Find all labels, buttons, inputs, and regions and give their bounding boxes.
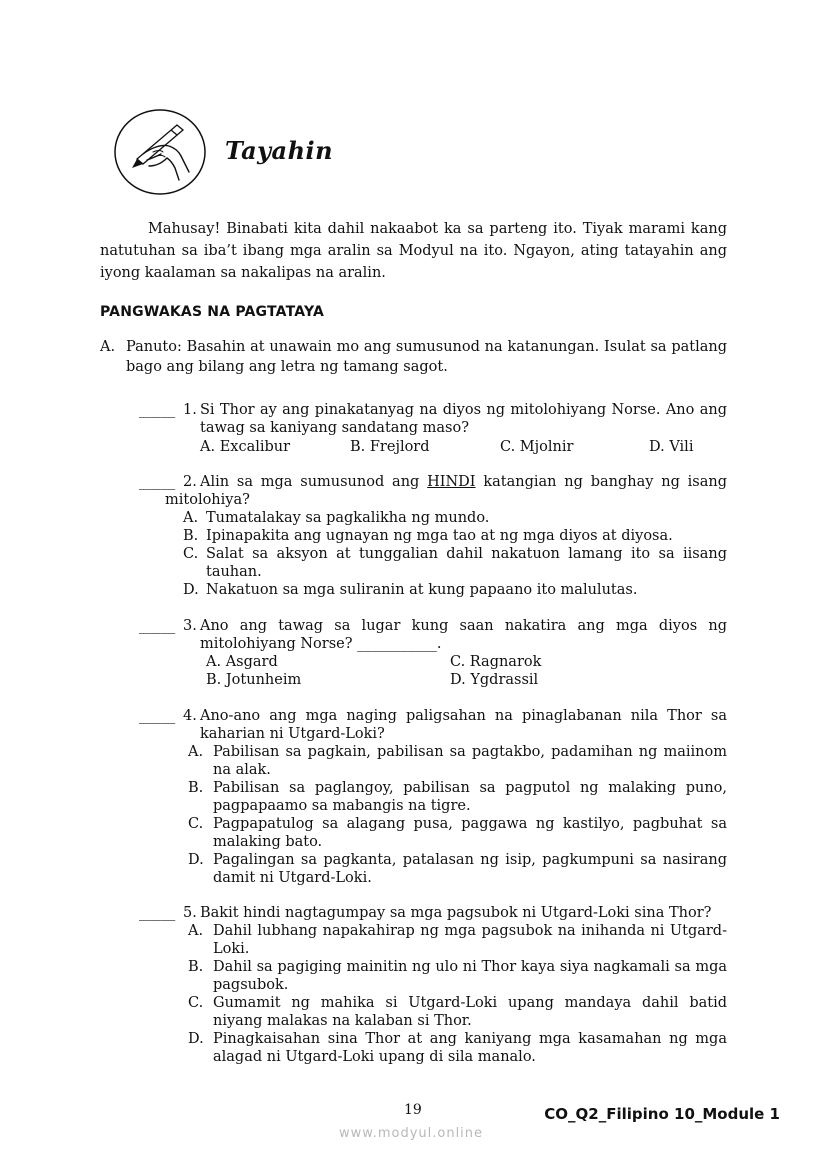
- question-number-4: 4.: [183, 708, 197, 724]
- option-5-b: [188, 958, 727, 994]
- answer-blank-5[interactable]: _____: [139, 905, 176, 921]
- option-4-d: [188, 851, 727, 887]
- option-2-a: [183, 509, 727, 527]
- question-5-options: [188, 922, 727, 1066]
- module-code: CO_Q2_Filipino 10_Module 1: [544, 1105, 780, 1123]
- option-2-c: [183, 545, 727, 581]
- intro-text: Mahusay! Binabati kita dahil nakaabot ka sa parteng ito. Tiyak marami kang natutuhan sa iba’t ibang mga aralin sa Modyul na ito. Ngayon, ating tatayahin ang iyong kaalaman sa nakalipas na aralin.: [100, 221, 727, 281]
- question-number-5: 5.: [183, 905, 197, 921]
- option-letter: B.: [188, 780, 204, 796]
- question-5: [139, 904, 727, 1066]
- option-letter: C.: [188, 816, 204, 832]
- directions-letter: A.: [100, 339, 116, 355]
- option-3-a: A. Asgard: [206, 654, 278, 670]
- answer-blank-3[interactable]: _____: [139, 618, 176, 634]
- question-2-options: [183, 509, 727, 599]
- question-stem-4: Ano-ano ang mga naging paligsahan na pinaglabanan nila Thor sa kaharian ni Utgard-Loki?: [200, 708, 727, 742]
- option-letter: D.: [188, 1031, 204, 1047]
- option-1-b: B. Frejlord: [350, 439, 430, 455]
- option-text: Dahil lubhang napakahirap ng mga pagsubok na inihanda ni Utgard-Loki.: [213, 923, 727, 957]
- page-title: Tayahin: [225, 136, 334, 165]
- option-text: Nakatuon sa mga suliranin at kung papaano ito malulutas.: [206, 582, 638, 598]
- option-text: Ipinapakita ang ugnayan ng mga tao at ng mga diyos at diyosa.: [206, 528, 673, 544]
- option-3-b: B. Jotunheim: [206, 672, 302, 688]
- intro-paragraph: [100, 218, 727, 284]
- question-4-options: [188, 743, 727, 887]
- option-text-wrap: [206, 545, 727, 581]
- question-stem-3: Ano ang tawag sa lugar kung saan nakatira ang mga diyos ng mitolohiyang Norse? ___________.: [200, 618, 727, 652]
- option-text: Pabilisan sa pagkain, pabilisan sa pagtakbo, padamihan ng maiinom na alak.: [213, 744, 727, 778]
- option-1-d: D. Vili: [649, 439, 694, 455]
- option-4-a: [188, 743, 727, 779]
- watermark: www.modyul.online: [339, 1126, 484, 1141]
- question-4: [139, 707, 727, 887]
- option-text: Pinagkaisahan sina Thor at ang kaniyang mga kasamahan ng mga alagad ni Utgard-Loki upang di sila manalo.: [213, 1031, 727, 1065]
- option-1-a: A. Excalibur: [200, 439, 291, 455]
- question-stem-1-text: Si Thor ay ang pinakatanyag na diyos ng mitolohiyang Norse. Ano ang tawag sa kaniyang sandatang maso?: [200, 402, 727, 436]
- option-letter: B.: [183, 528, 199, 544]
- question-stem-2-after: katangian ng banghay ng isang mitolohiya?: [165, 474, 728, 508]
- option-letter: A.: [188, 923, 204, 939]
- option-text: Pabilisan sa paglangoy, pabilisan sa pagputol ng malaking puno, pagpapaamo sa mabangis na tigre.: [213, 780, 727, 814]
- option-3-c: C. Ragnarok: [450, 654, 542, 670]
- option-1-c: C. Mjolnir: [500, 439, 574, 455]
- answer-blank-2[interactable]: _____: [139, 474, 176, 490]
- option-5-d: [188, 1030, 727, 1066]
- question-2: [139, 473, 727, 599]
- option-text: Salat sa aksyon at tunggalian dahil nakatuon lamang ito sa iisang tauhan.: [206, 546, 727, 580]
- question-stem-5: Bakit hindi nagtagumpay sa mga pagsubok ni Utgard-Loki sina Thor?: [200, 905, 712, 921]
- option-letter: C.: [183, 546, 199, 562]
- page-number: 19: [404, 1102, 422, 1118]
- question-stem-2: [165, 473, 727, 509]
- option-text: Dahil sa pagiging mainitin ng ulo ni Thor kaya siya nagkamali sa mga pagsubok.: [213, 959, 727, 993]
- option-text: Pagalingan sa pagkanta, patalasan ng isip, pagkumpuni sa nasirang damit ni Utgard-Loki.: [213, 852, 727, 886]
- option-text: Gumamit ng mahika si Utgard-Loki upang mandaya dahil batid niyang malakas na kalaban si Thor.: [213, 995, 727, 1029]
- option-text: Tumatalakay sa pagkalikha ng mundo.: [206, 510, 490, 526]
- option-text: Pagpapatulog sa alagang pusa, paggawa ng kastilyo, pagbuhat sa malaking bato.: [213, 816, 727, 850]
- option-4-c: [188, 815, 727, 851]
- option-5-c: [188, 994, 727, 1030]
- directions-text: Panuto: Basahin at unawain mo ang sumusunod na katanungan. Isulat sa patlang bago ang bilang ang letra ng tamang sagot.: [126, 339, 727, 375]
- question-3: [139, 617, 727, 689]
- directions: [100, 337, 727, 377]
- answer-blank-4[interactable]: _____: [139, 708, 176, 724]
- option-letter: D.: [183, 582, 199, 598]
- question-stem-1: [200, 401, 727, 437]
- question-3-options-row-1: [139, 653, 727, 671]
- option-5-a: [188, 922, 727, 958]
- option-2-b: [183, 527, 727, 545]
- option-2-d: [183, 581, 727, 599]
- question-stem-2-underlined: HINDI: [427, 474, 476, 490]
- option-letter: A.: [183, 510, 199, 526]
- option-letter: D.: [188, 852, 204, 868]
- question-number-3: 3.: [183, 618, 197, 634]
- question-number-2: 2.: [183, 474, 197, 490]
- question-number-1: 1.: [183, 402, 197, 418]
- option-letter: A.: [188, 744, 204, 760]
- option-3-d: D. Ygdrassil: [450, 672, 539, 688]
- option-letter: C.: [188, 995, 204, 1011]
- question-3-options-row-2: [139, 671, 727, 689]
- option-4-b: [188, 779, 727, 815]
- option-letter: B.: [188, 959, 204, 975]
- section-heading: PANGWAKAS NA PAGTATAYA: [100, 304, 324, 320]
- question-1: [139, 401, 727, 456]
- question-1-options: [139, 438, 727, 456]
- hand-writing-pencil-icon: [113, 108, 207, 196]
- answer-blank-1[interactable]: _____: [139, 402, 176, 418]
- question-stem-2-before: Alin sa mga sumusunod ang: [200, 474, 428, 490]
